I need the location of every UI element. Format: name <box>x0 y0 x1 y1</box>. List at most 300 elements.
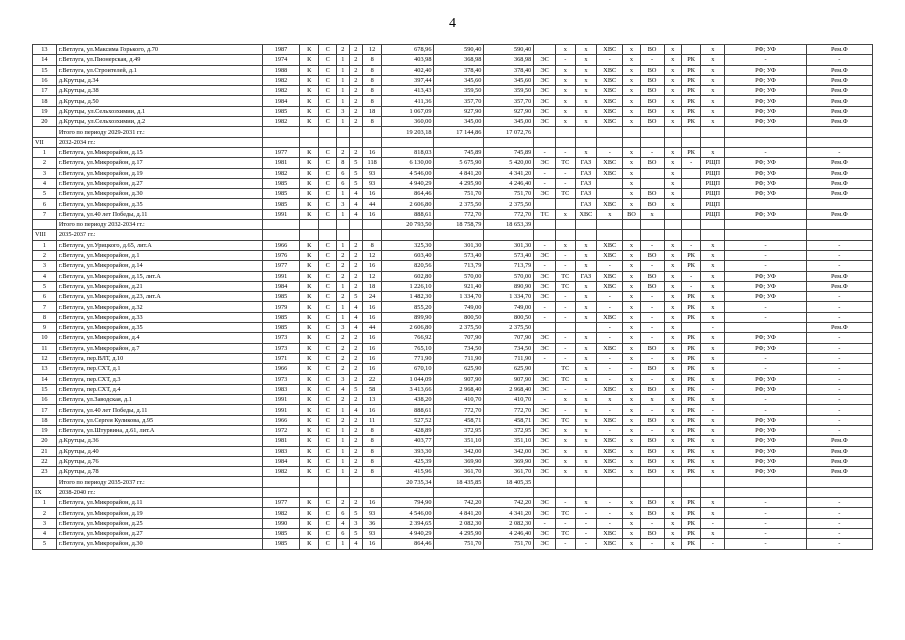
table-cell: 625,90 <box>434 364 484 374</box>
table-cell: 2 <box>336 333 349 343</box>
table-cell: х <box>623 178 640 188</box>
table-cell: - <box>681 271 701 281</box>
table-cell <box>681 477 701 487</box>
table-cell: Рем.Ф <box>806 65 872 75</box>
table-cell: г.Ветлуга, ул.Микрорайон, д.35 <box>56 199 262 209</box>
table-cell: 8 <box>362 425 382 435</box>
table-cell: х <box>701 281 725 291</box>
table-cell: - <box>725 539 806 549</box>
table-cell: 1985 <box>263 189 300 199</box>
table-cell: 16 <box>362 333 382 343</box>
table-cell: 8 <box>362 456 382 466</box>
table-cell: х <box>556 65 576 75</box>
table-cell: х <box>664 240 681 250</box>
table-cell: ХВС <box>597 415 623 425</box>
table-cell <box>640 487 664 497</box>
table-cell <box>640 477 664 487</box>
table-cell: РФ; УФ <box>725 209 806 219</box>
table-cell: г.Ветлуга, ул.Микрорайон, д.21 <box>56 281 262 291</box>
table-cell: 1973 <box>263 343 300 353</box>
table-cell: х <box>664 518 681 528</box>
table-cell: ВО <box>640 364 664 374</box>
table-cell: С <box>319 364 336 374</box>
table-cell: РК <box>681 261 701 271</box>
table-cell: 410,70 <box>434 395 484 405</box>
table-cell: ЭС <box>534 75 556 85</box>
table-cell: РФ; УФ <box>725 446 806 456</box>
table-cell: 1971 <box>263 353 300 363</box>
table-cell: 93 <box>362 528 382 538</box>
table-cell: К <box>299 189 319 199</box>
table-cell: 742,20 <box>484 498 534 508</box>
table-cell: 2 <box>349 65 362 75</box>
table-cell: 1974 <box>263 55 300 65</box>
table-cell: 393,30 <box>382 446 434 456</box>
table-cell: х <box>623 261 640 271</box>
table-cell <box>349 220 362 230</box>
table-cell: 20 <box>33 436 57 446</box>
section-number: VIII <box>33 230 57 240</box>
table-cell: - <box>597 323 623 333</box>
table-cell: 6 <box>336 508 349 518</box>
housing-register-table <box>32 44 873 550</box>
table-cell: С <box>319 261 336 271</box>
table-cell: РЩП <box>701 168 725 178</box>
table-cell: РФ; УФ <box>725 75 806 85</box>
table-cell: 458,71 <box>484 415 534 425</box>
table-cell: 1981 <box>263 436 300 446</box>
table-row <box>33 539 873 549</box>
table-cell: г.Ветлуга, ул.Сергея Куликова, д.95 <box>56 415 262 425</box>
table-cell: 772,70 <box>484 209 534 219</box>
table-cell: 2 <box>349 446 362 456</box>
table-cell: ХВС <box>597 250 623 260</box>
table-cell: К <box>299 312 319 322</box>
table-cell: ХВС <box>597 343 623 353</box>
table-cell: 1991 <box>263 209 300 219</box>
table-cell: 2 375,50 <box>434 323 484 333</box>
table-cell <box>434 230 484 240</box>
table-cell: С <box>319 45 336 55</box>
table-cell: г.Ветлуга, ул.Микрорайон, д.15 <box>56 147 262 157</box>
table-cell: 2 <box>336 45 349 55</box>
table-cell: - <box>534 312 556 322</box>
table-cell: 1987 <box>263 45 300 55</box>
table-cell: 751,70 <box>484 539 534 549</box>
table-cell: х <box>664 117 681 127</box>
table-cell: д.Крутцы, д.38 <box>56 86 262 96</box>
table-cell: х <box>664 508 681 518</box>
table-cell: 734,50 <box>434 343 484 353</box>
table-cell: 800,50 <box>434 312 484 322</box>
table-cell: х <box>664 292 681 302</box>
table-cell: 16 <box>362 189 382 199</box>
table-cell: ХВС <box>597 271 623 281</box>
table-cell: С <box>319 281 336 291</box>
table-cell: - <box>681 240 701 250</box>
table-cell: 1982 <box>263 75 300 85</box>
table-cell: РЩП <box>701 158 725 168</box>
table-cell: х <box>575 343 597 353</box>
table-cell: - <box>806 415 872 425</box>
table-cell: х <box>623 158 640 168</box>
table-cell: х <box>701 374 725 384</box>
table-cell: 372,95 <box>484 425 534 435</box>
table-cell: г.Ветлуга, ул.Микрорайон, д.27 <box>56 178 262 188</box>
table-cell: 1985 <box>263 323 300 333</box>
table-cell <box>725 199 806 209</box>
table-cell: 368,98 <box>434 55 484 65</box>
table-cell: 888,61 <box>382 209 434 219</box>
table-cell: С <box>319 353 336 363</box>
table-cell: х <box>575 446 597 456</box>
table-cell: х <box>575 395 597 405</box>
table-cell: К <box>299 168 319 178</box>
table-cell: С <box>319 86 336 96</box>
table-cell <box>681 199 701 209</box>
table-row <box>33 271 873 281</box>
table-cell: 16 <box>362 302 382 312</box>
table-cell: 2 <box>33 158 57 168</box>
table-cell: С <box>319 528 336 538</box>
table-cell: 361,70 <box>434 467 484 477</box>
table-cell: х <box>575 250 597 260</box>
table-cell: 16 <box>362 343 382 353</box>
table-cell: ХВС <box>597 312 623 322</box>
table-cell: д.Крутцы, д.50 <box>56 96 262 106</box>
table-cell: ВО <box>640 467 664 477</box>
table-cell: 1990 <box>263 518 300 528</box>
table-cell: 345,60 <box>484 75 534 85</box>
table-cell: 4 <box>349 312 362 322</box>
table-cell: 2 082,30 <box>484 518 534 528</box>
table-cell: С <box>319 395 336 405</box>
table-cell: 20 793,50 <box>382 220 434 230</box>
table-cell: РК <box>681 147 701 157</box>
table-cell: 18 653,39 <box>484 220 534 230</box>
table-cell: 1988 <box>263 65 300 75</box>
table-cell: х <box>701 436 725 446</box>
table-cell <box>701 230 725 240</box>
table-cell: - <box>806 395 872 405</box>
table-cell: 2 <box>33 250 57 260</box>
table-cell: х <box>623 147 640 157</box>
table-cell: РЩП <box>701 189 725 199</box>
table-cell: Рем.Ф <box>806 117 872 127</box>
table-cell: ГАЗ <box>575 271 597 281</box>
table-cell <box>434 487 484 497</box>
table-row <box>33 425 873 435</box>
table-cell: 1985 <box>263 199 300 209</box>
table-cell: К <box>299 292 319 302</box>
table-cell <box>33 220 57 230</box>
table-cell: - <box>556 250 576 260</box>
table-cell: 359,50 <box>484 86 534 96</box>
table-cell: 1991 <box>263 405 300 415</box>
table-cell: х <box>701 302 725 312</box>
table-row <box>33 281 873 291</box>
table-cell: 1 <box>336 467 349 477</box>
table-cell: х <box>664 312 681 322</box>
table-cell: х <box>575 374 597 384</box>
table-row <box>33 199 873 209</box>
table-cell: - <box>640 292 664 302</box>
table-cell: К <box>299 209 319 219</box>
table-cell: С <box>319 425 336 435</box>
table-cell: Рем.Ф <box>806 168 872 178</box>
table-cell: - <box>640 333 664 343</box>
table-cell: 361,70 <box>484 467 534 477</box>
table-cell: 2 <box>349 333 362 343</box>
table-cell: 351,10 <box>434 436 484 446</box>
table-cell: 345,00 <box>484 117 534 127</box>
table-cell: х <box>556 467 576 477</box>
table-cell: 2 <box>349 261 362 271</box>
table-cell: х <box>623 436 640 446</box>
table-cell: х <box>664 425 681 435</box>
table-cell: 1 334,70 <box>434 292 484 302</box>
section-title: 2035-2037 гг.: <box>56 230 262 240</box>
table-cell: 378,40 <box>434 65 484 75</box>
table-cell: ВО <box>640 199 664 209</box>
table-cell: Рем.Ф <box>806 436 872 446</box>
table-cell <box>33 127 57 137</box>
table-cell: х <box>597 395 623 405</box>
table-cell: х <box>664 271 681 281</box>
table-cell: х <box>575 456 597 466</box>
table-cell <box>597 230 623 240</box>
table-cell <box>681 137 701 147</box>
table-cell: х <box>623 539 640 549</box>
table-cell: - <box>556 147 576 157</box>
table-cell: С <box>319 456 336 466</box>
table-cell: г.Ветлуга, ул.Микрорайон, д.15, лит.А <box>56 271 262 281</box>
table-cell: 713,79 <box>434 261 484 271</box>
table-cell <box>597 487 623 497</box>
table-cell <box>33 477 57 487</box>
table-cell: 2 <box>349 343 362 353</box>
table-cell: - <box>725 261 806 271</box>
table-cell: С <box>319 55 336 65</box>
table-cell: 907,90 <box>434 374 484 384</box>
table-cell: - <box>534 518 556 528</box>
table-cell: 5 <box>349 384 362 394</box>
table-cell: х <box>701 292 725 302</box>
table-cell: 2 <box>349 467 362 477</box>
table-cell <box>623 220 640 230</box>
table-cell: РФ; УФ <box>725 86 806 96</box>
table-cell: 3 <box>33 518 57 528</box>
table-cell: 4 <box>33 178 57 188</box>
table-cell: К <box>299 199 319 209</box>
table-cell: - <box>575 528 597 538</box>
table-row <box>33 261 873 271</box>
table-cell: 20 <box>33 117 57 127</box>
table-cell: РЩП <box>701 199 725 209</box>
section-number: IX <box>33 487 57 497</box>
table-cell: 12 <box>362 271 382 281</box>
table-cell: 16 <box>362 312 382 322</box>
table-cell: - <box>701 539 725 549</box>
table-cell <box>336 220 349 230</box>
table-cell <box>681 189 701 199</box>
table-cell: х <box>623 333 640 343</box>
table-cell: С <box>319 65 336 75</box>
table-cell: 93 <box>362 168 382 178</box>
table-cell: 711,90 <box>484 353 534 363</box>
table-cell <box>534 220 556 230</box>
table-cell: К <box>299 446 319 456</box>
table-cell: С <box>319 75 336 85</box>
table-cell: 899,90 <box>382 312 434 322</box>
table-cell: - <box>640 425 664 435</box>
table-cell: 921,40 <box>434 281 484 291</box>
table-cell: 4 341,20 <box>484 168 534 178</box>
table-cell: 18 <box>33 415 57 425</box>
table-cell: - <box>806 353 872 363</box>
table-cell: г.Ветлуга, ул.Заводская, д.1 <box>56 395 262 405</box>
table-cell: х <box>701 467 725 477</box>
table-cell: ЭС <box>534 446 556 456</box>
table-cell: ХВС <box>597 539 623 549</box>
table-cell: 357,70 <box>434 96 484 106</box>
table-cell: 3 <box>336 323 349 333</box>
table-cell: г.Ветлуга, ул.Микрорайон, д.14 <box>56 261 262 271</box>
table-cell <box>336 127 349 137</box>
table-cell: 4 <box>33 528 57 538</box>
table-cell: - <box>806 508 872 518</box>
table-cell: 2 <box>336 343 349 353</box>
table-cell: ХВС <box>597 45 623 55</box>
subtotal-row <box>33 477 873 487</box>
table-cell <box>640 178 664 188</box>
table-cell: 17 144,86 <box>434 127 484 137</box>
table-cell <box>299 230 319 240</box>
table-cell: РК <box>681 436 701 446</box>
table-cell <box>623 487 640 497</box>
table-cell: 1 <box>336 456 349 466</box>
table-cell: 1 <box>336 302 349 312</box>
table-cell: - <box>725 353 806 363</box>
table-cell: 1966 <box>263 364 300 374</box>
table-cell: Итого по периоду 2029-2031 гг.: <box>56 127 262 137</box>
table-cell: 16 <box>362 539 382 549</box>
table-cell: К <box>299 147 319 157</box>
table-cell: РЩП <box>701 209 725 219</box>
table-cell: 4 546,00 <box>382 168 434 178</box>
table-cell: 93 <box>362 178 382 188</box>
table-cell: х <box>623 518 640 528</box>
table-cell: - <box>640 240 664 250</box>
table-cell: 8 <box>362 55 382 65</box>
table-cell: 1972 <box>263 425 300 435</box>
table-cell: х <box>623 405 640 415</box>
table-cell: ХВС <box>597 456 623 466</box>
table-cell: С <box>319 467 336 477</box>
table-row <box>33 55 873 65</box>
table-cell <box>725 220 806 230</box>
table-cell: 1985 <box>263 312 300 322</box>
table-cell: 369,90 <box>484 456 534 466</box>
table-cell: ТС <box>556 364 576 374</box>
table-cell: 16 <box>362 405 382 415</box>
table-cell: 2 <box>336 353 349 363</box>
table-cell: - <box>556 518 576 528</box>
table-cell: РФ; УФ <box>725 158 806 168</box>
table-cell: 6 <box>33 292 57 302</box>
table-cell: 3 <box>33 168 57 178</box>
table-cell: 4 <box>33 271 57 281</box>
table-cell: х <box>623 168 640 178</box>
table-cell: 6 <box>33 199 57 209</box>
table-cell: 301,30 <box>484 240 534 250</box>
table-cell: ХВС <box>597 86 623 96</box>
table-cell: - <box>806 333 872 343</box>
table-cell: ЭС <box>534 374 556 384</box>
table-cell: - <box>640 312 664 322</box>
table-cell: РК <box>681 333 701 343</box>
table-cell: - <box>597 518 623 528</box>
table-cell: - <box>556 353 576 363</box>
table-cell: 15 <box>33 65 57 75</box>
table-cell: ХВС <box>597 436 623 446</box>
table-cell: С <box>319 209 336 219</box>
table-cell: 19 <box>33 425 57 435</box>
table-cell: 2 606,80 <box>382 199 434 209</box>
table-cell: х <box>575 55 597 65</box>
table-cell: 342,00 <box>484 446 534 456</box>
table-cell: ЭС <box>534 96 556 106</box>
table-cell <box>725 477 806 487</box>
table-cell: 2 <box>349 75 362 85</box>
table-cell <box>349 137 362 147</box>
table-cell: К <box>299 343 319 353</box>
table-cell: - <box>806 539 872 549</box>
table-cell: - <box>534 178 556 188</box>
table-cell: 602,80 <box>382 271 434 281</box>
table-cell: х <box>664 75 681 85</box>
table-cell: - <box>534 353 556 363</box>
table-row <box>33 65 873 75</box>
table-cell: 2 <box>349 147 362 157</box>
table-cell: ХВС <box>597 168 623 178</box>
table-cell: 2 <box>349 55 362 65</box>
table-cell <box>597 127 623 137</box>
table-cell: 766,92 <box>382 333 434 343</box>
table-cell: 2 <box>336 261 349 271</box>
table-cell: 590,40 <box>484 45 534 55</box>
table-cell: г.Ветлуга, ул.Максима Горького, д.70 <box>56 45 262 55</box>
table-cell: - <box>701 323 725 333</box>
table-cell: - <box>806 292 872 302</box>
table-cell <box>534 487 556 497</box>
table-cell: - <box>534 261 556 271</box>
table-cell: РК <box>681 55 701 65</box>
table-cell: ВО <box>640 446 664 456</box>
table-cell <box>664 127 681 137</box>
table-cell: х <box>623 281 640 291</box>
table-cell <box>640 168 664 178</box>
table-cell: РФ; УФ <box>725 425 806 435</box>
table-cell: х <box>640 209 664 219</box>
table-row <box>33 45 873 55</box>
table-cell: х <box>701 415 725 425</box>
table-cell: 890,90 <box>484 281 534 291</box>
table-cell: РК <box>681 312 701 322</box>
table-cell <box>575 230 597 240</box>
table-cell <box>362 477 382 487</box>
table-cell: х <box>575 147 597 157</box>
